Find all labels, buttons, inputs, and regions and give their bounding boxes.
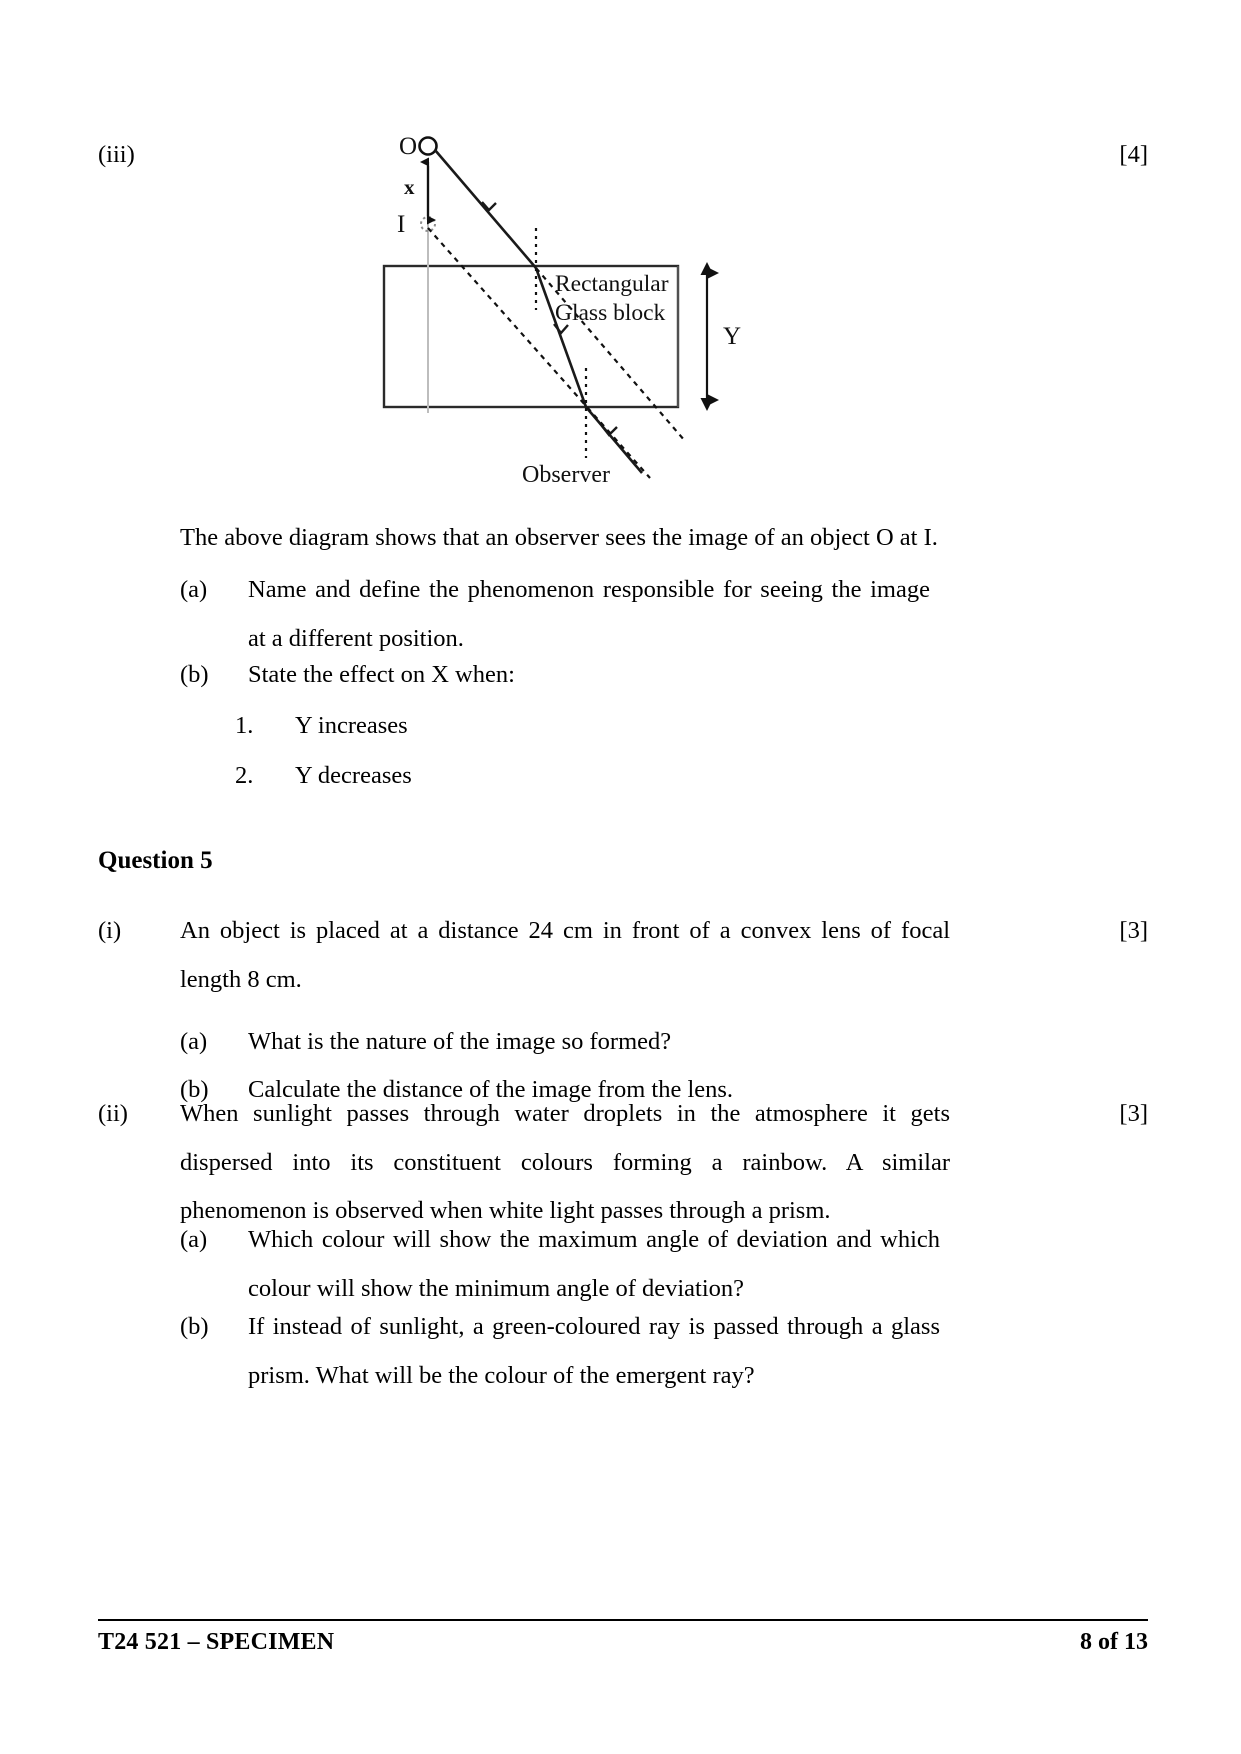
thickness-label-Y: Y	[723, 323, 742, 350]
question4-intro-row	[180, 514, 1050, 563]
thickness-Y-dimension	[701, 262, 742, 411]
q5-ii-b-row	[180, 1303, 940, 1400]
shift-label-x: x	[404, 175, 415, 199]
q5-ii-b-text: If instead of sunlight, a green-coloured ray is passed through a glass prism. What will be the colour of the emergent ray?	[248, 1313, 940, 1389]
q5-i-a-row	[180, 1018, 950, 1067]
q5-i-a-label: (a)	[180, 1028, 208, 1055]
q4-item-a-text: Name and define the phenomenon responsible for seeing the image at a different position.	[248, 576, 930, 652]
q5-ii-a-row	[180, 1216, 940, 1313]
q5-ii-a-label: (a)	[180, 1226, 208, 1253]
ray-diagram-svg	[355, 128, 825, 503]
q5-i-a-text: What is the nature of the image so formed?	[248, 1028, 672, 1055]
q4-item-b-sub1-row	[235, 702, 935, 751]
q4-item-b-text: State the effect on X when:	[248, 661, 515, 688]
footer-paper-code: T24 521 – SPECIMEN	[98, 1629, 335, 1655]
image-label-I: I	[397, 211, 406, 238]
footer-page-number: 8 of 13	[1080, 1629, 1148, 1655]
q5-part-i-text: An object is placed at a distance 24 cm in front of a convex lens of focal length 8 cm.	[180, 917, 950, 993]
ray-diagram-figure	[355, 128, 825, 503]
q5-part-i-marks: [3]	[1119, 917, 1148, 944]
q4-item-b-row	[180, 651, 930, 700]
q4-item-b-sub2-row	[235, 752, 935, 801]
question4-intro-text: The above diagram shows that an observer sees the image of an object O at I.	[180, 524, 938, 551]
q4-item-b-label: (b)	[180, 661, 209, 688]
observer-label: Observer	[522, 462, 610, 488]
glass-block-label-line1: Rectangular	[555, 271, 669, 297]
q5-part-ii-label: (ii)	[98, 1100, 128, 1127]
q5-i-b-label: (b)	[180, 1076, 209, 1103]
shift-x-dimension	[404, 162, 428, 220]
marks-iii: [4]	[1119, 141, 1148, 168]
glass-block-label-line2: Glass block	[555, 300, 666, 326]
q4-item-b-sub2-text: Y decreases	[295, 762, 412, 789]
q5-ii-b-label: (b)	[180, 1313, 209, 1340]
incident-ray	[435, 150, 536, 268]
q5-part-ii-row	[98, 1090, 1148, 1236]
q5-part-i-label: (i)	[98, 917, 122, 944]
object-circle	[420, 138, 437, 155]
footer-divider	[98, 1619, 1148, 1621]
q4-item-a-row	[180, 566, 930, 663]
q4-item-a-label: (a)	[180, 576, 208, 603]
question5-heading: Question 5	[98, 847, 213, 874]
q4-item-b-sub1-label: 1.	[235, 712, 254, 739]
q5-i-b-text: Calculate the distance of the image from the lens.	[248, 1076, 734, 1103]
q4-item-b-sub2-label: 2.	[235, 762, 254, 789]
q5-part-ii-text: When sunlight passes through water droplets in the atmosphere it gets dispersed into its constituent colours forming a rainbow. A similar phenomenon is observed when white light passes through a prism.	[180, 1100, 950, 1224]
object-label-O: O	[399, 133, 418, 160]
q5-part-ii-marks: [3]	[1119, 1100, 1148, 1127]
q4-item-b-sub1-text: Y increases	[295, 712, 408, 739]
q5-ii-a-text: Which colour will show the maximum angle of deviation and which colour will show the minimum angle of deviation?	[248, 1226, 940, 1302]
q5-part-i-row	[98, 907, 1148, 1004]
part-label-iii: (iii)	[98, 141, 135, 168]
